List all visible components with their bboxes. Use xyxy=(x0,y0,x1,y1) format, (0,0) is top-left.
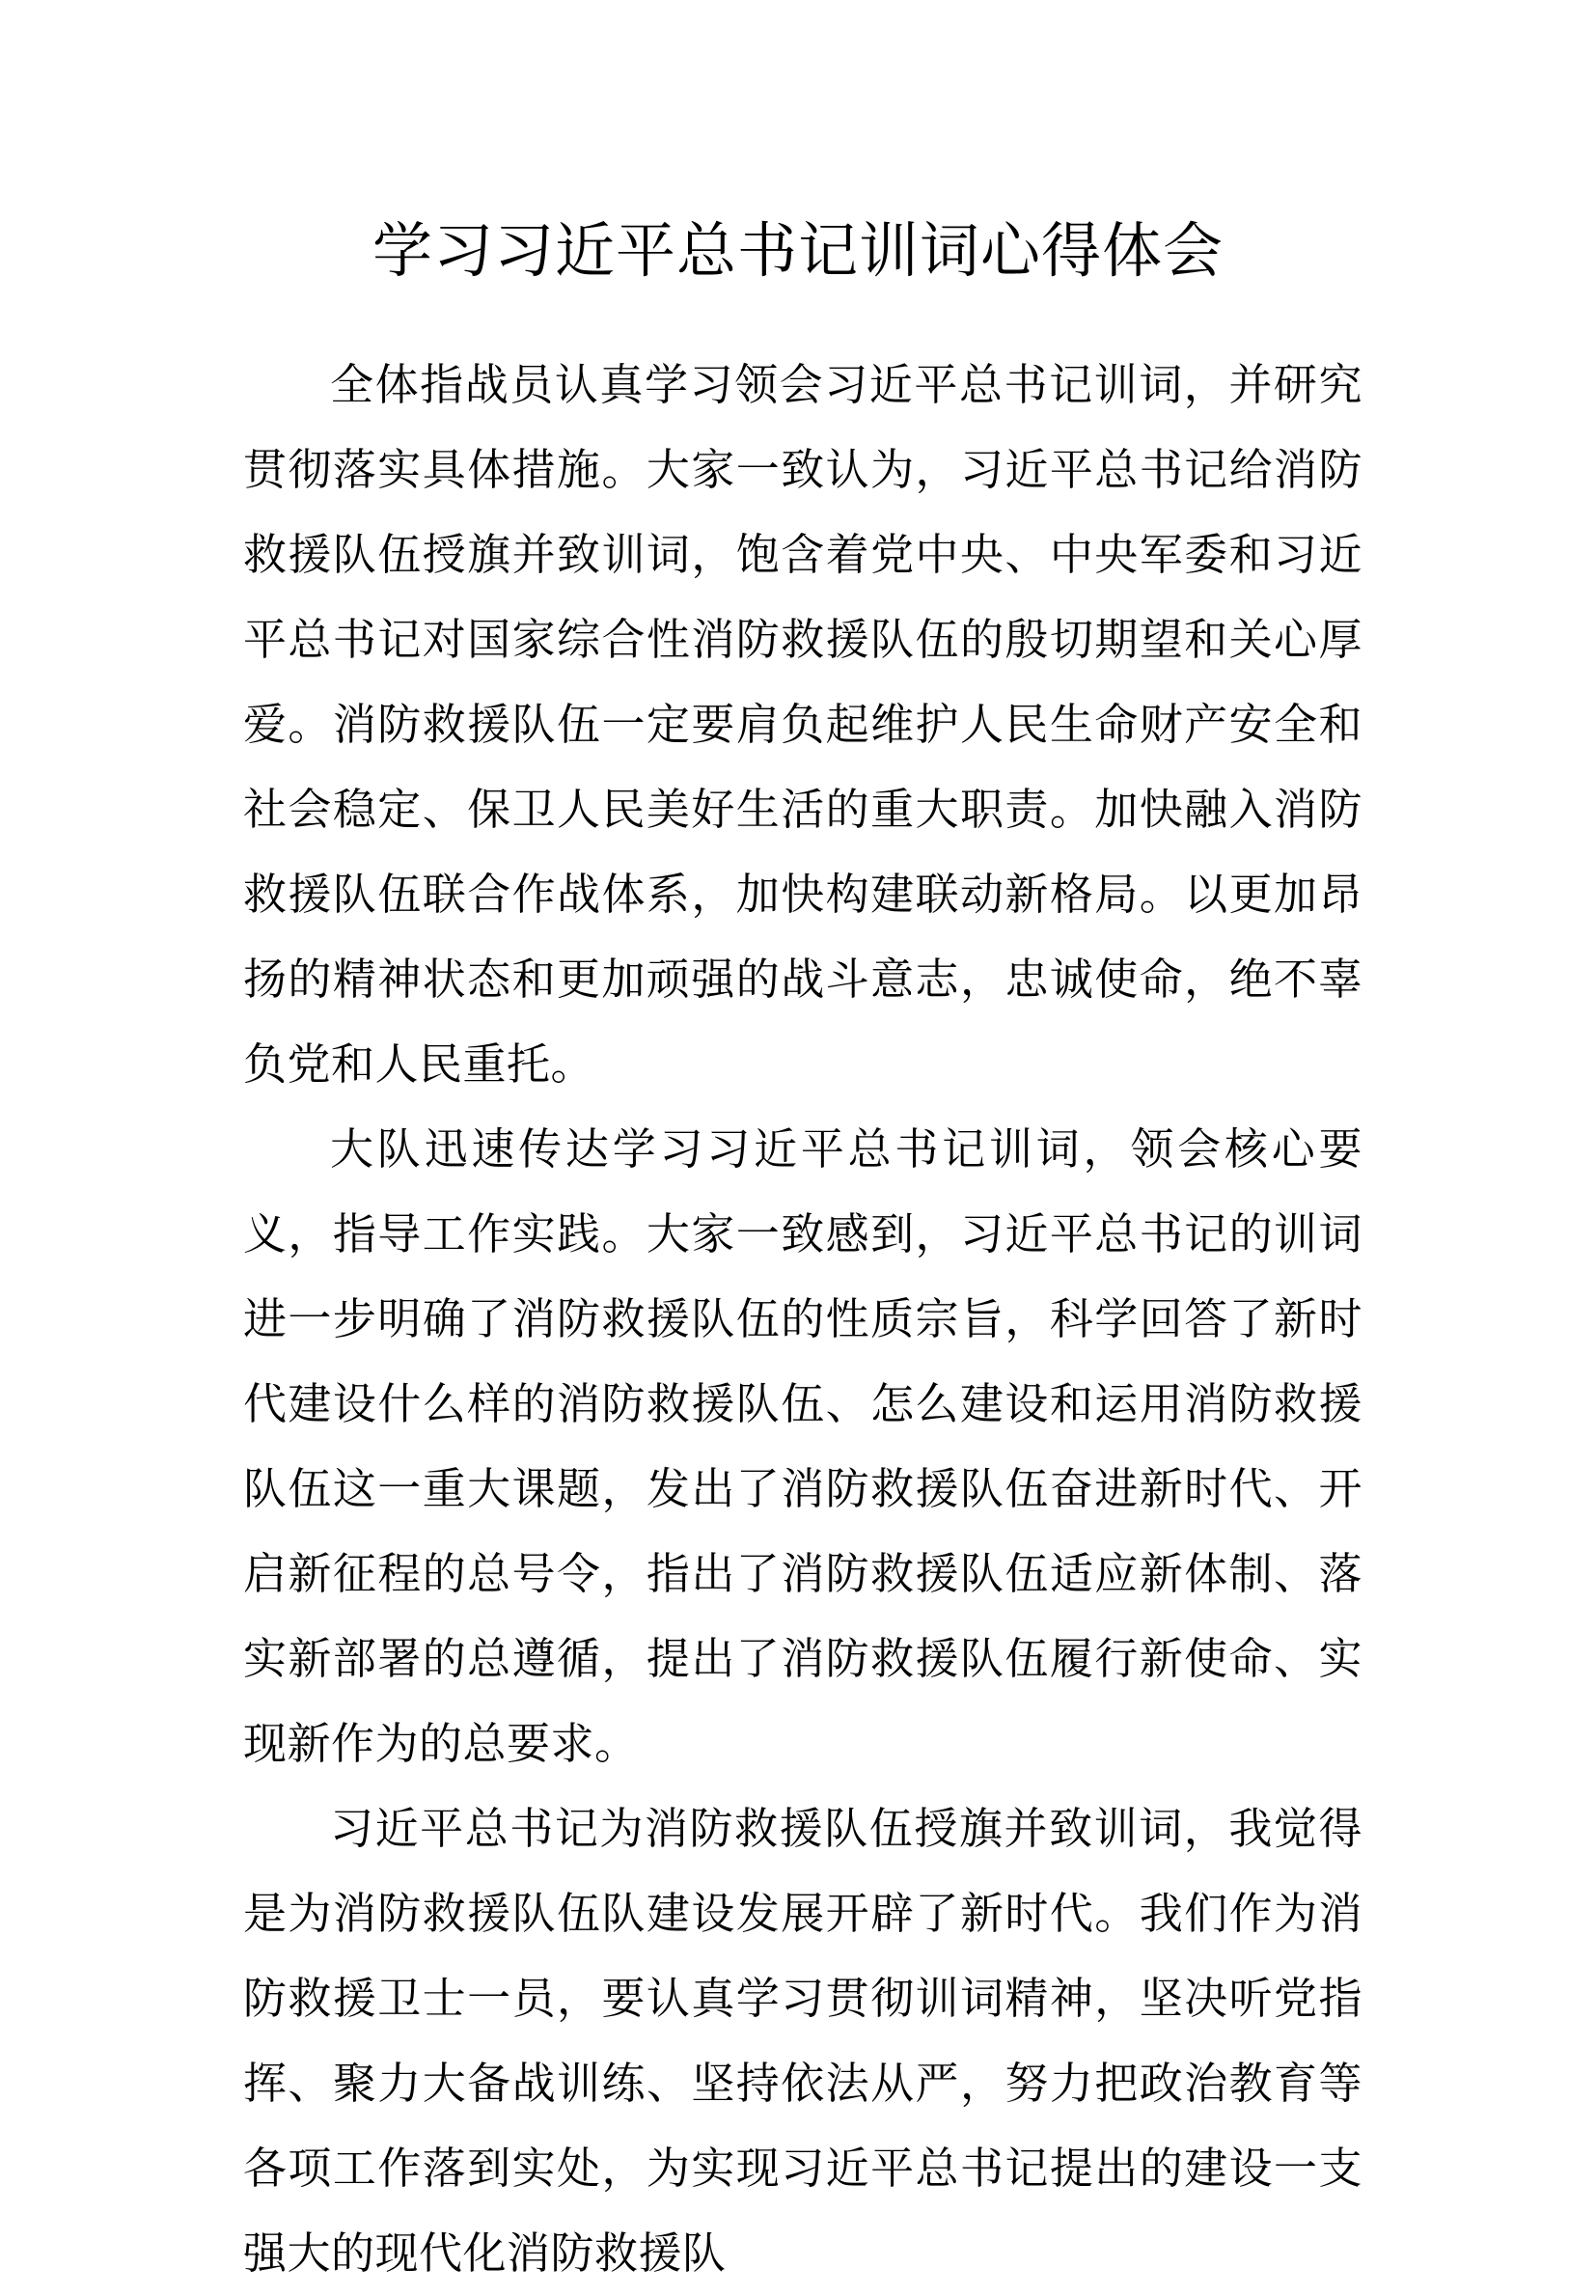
paragraph-3: 习近平总书记为消防救援队伍授旗并致训词，我觉得是为消防救援队伍队建设发展开辟了新时代。我们作为消防救援卫士一员，要认真学习贯彻训词精神，坚决听党指挥、聚力大备战训练、坚持依法从严，努力把政治教育等各项工作落到实处，为实现习近平总书记提出的建设一支强大的现代化消防救援队 xyxy=(243,1803,1362,2279)
document-title: 学习习近平总书记训词心得体会 xyxy=(371,215,1224,286)
paragraph-2: 大队迅速传达学习习近平总书记训词，领会核心要义，指导工作实践。大家一致感到，习近平总书记的训词进一步明确了消防救援队伍的性质宗旨，科学回答了新时代建设什么样的消防救援队伍、怎么建设和运用消防救援队伍这一重大课题，发出了消防救援队伍奋进新时代、开启新征程的总号令，指出了消防救援队伍适应新体制、落实新部署的总遵循，提出了消防救援队伍履行新使命、实现新作为的总要求。 xyxy=(243,1123,1362,1769)
paragraph-1: 全体指战员认真学习领会习近平总书记训词，并研究贯彻落实具体措施。大家一致认为，习近平总书记给消防救援队伍授旗并致训词，饱含着党中央、中央军委和习近平总书记对国家综合性消防救援队伍的殷切期望和关心厚爱。消防救援队伍一定要肩负起维护人民生命财产安全和社会稳定、保卫人民美好生活的重大职责。加快融入消防救援队伍联合作战体系，加快构建联动新格局。以更加昂扬的精神状态和更加顽强的战斗意志，忠诚使命，绝不辜负党和人民重托。 xyxy=(243,359,1362,1090)
document-body xyxy=(243,343,1362,2296)
